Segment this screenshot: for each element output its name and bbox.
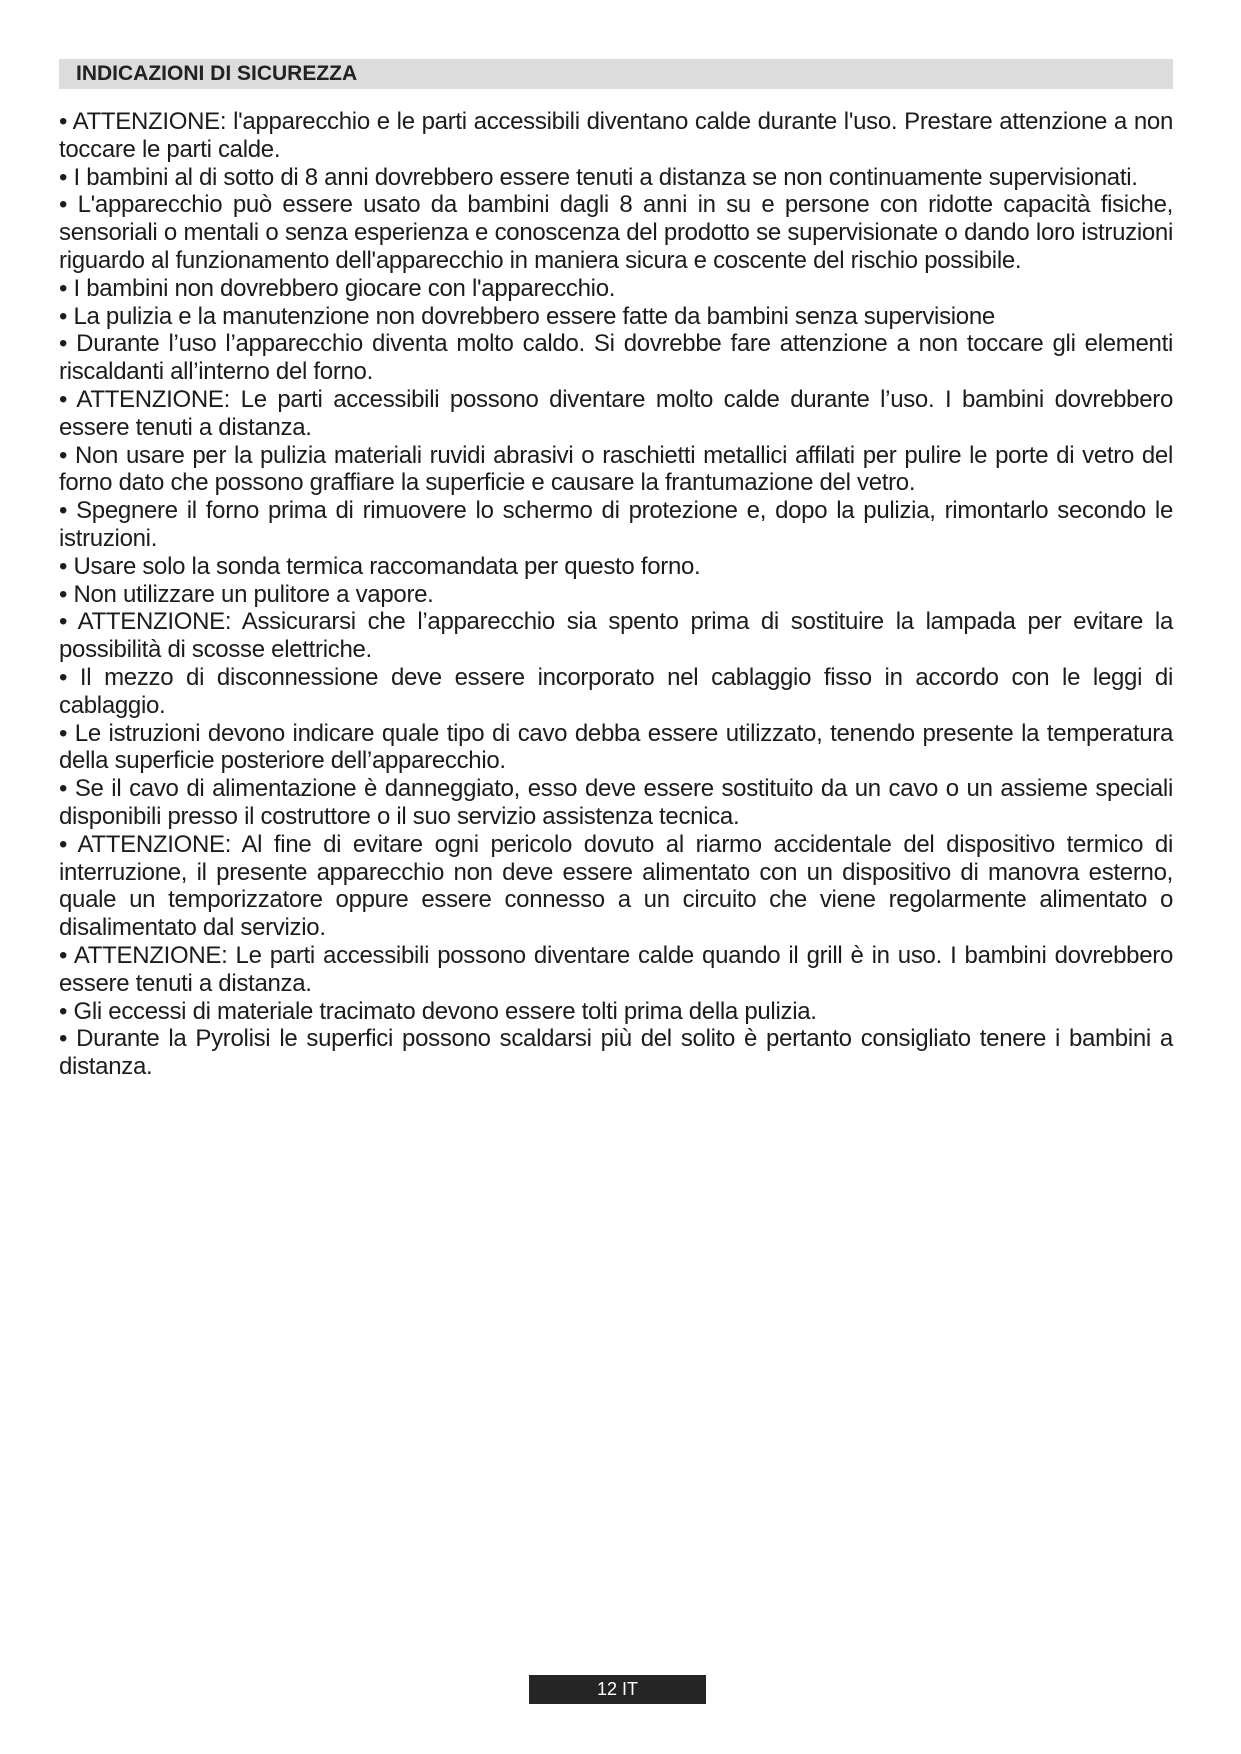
page-number: 12 IT <box>596 1679 639 1699</box>
safety-item: • Gli eccessi di materiale tracimato devono essere tolti prima della pulizia. <box>59 997 817 1025</box>
safety-item: • Il mezzo di disconnessione deve essere incorporato nel cablaggio fisso in accordo con le leggi di cablaggio. <box>59 663 1173 719</box>
safety-item: • Se il cavo di alimentazione è danneggiato, esso deve essere sostituito da un cavo o un assieme speciali disponibili presso il costruttore o il suo servizio assistenza tecnica. <box>59 775 1173 830</box>
safety-item: • ATTENZIONE: Al fine di evitare ogni pericolo dovuto al riarmo accidentale del dispositivo termico di interruzione, il presente apparecchio non deve essere alimentato con un dispositivo di manovra esterno, quale un temporizzatore oppure essere connesso a un circuito che viene regolarmente alimentato o disalimentato dal servizio. <box>59 830 1173 942</box>
safety-item: • ATTENZIONE: Le parti accessibili possono diventare calde quando il grill è in uso. I bambini dovrebbero essere tenuti a distanza. <box>59 941 1173 997</box>
section-header <box>59 59 1173 89</box>
safety-instructions-list <box>59 108 1173 1081</box>
safety-item: • Non usare per la pulizia materiali ruvidi abrasivi o raschietti metallici affilati per pulire le porte di vetro del forno dato che possono graffiare la superficie e causare la frantumazione del vetro. <box>59 441 1173 497</box>
page-number-badge <box>529 1675 706 1704</box>
safety-item: • L'apparecchio può essere usato da bambini dagli 8 anni in su e persone con ridotte capacità fisiche, sensoriali o mentali o senza esperienza e conoscenza del prodotto se supervisionate o dando loro istruzioni riguardo al funzionamento dell'apparecchio in maniera sicura e coscente del rischio possibile. <box>59 191 1173 274</box>
safety-item: • Le istruzioni devono indicare quale tipo di cavo debba essere utilizzato, tenendo presente la temperatura della superficie posteriore dell’apparecchio. <box>59 719 1173 775</box>
safety-item: • Non utilizzare un pulitore a vapore. <box>59 580 434 608</box>
safety-item: • I bambini non dovrebbero giocare con l'apparecchio. <box>59 274 616 302</box>
safety-item: • Spegnere il forno prima di rimuovere lo schermo di protezione e, dopo la pulizia, rimontarlo secondo le istruzioni. <box>59 497 1173 552</box>
section-title: INDICAZIONI DI SICUREZZA <box>76 62 358 85</box>
safety-item: • ATTENZIONE: l'apparecchio e le parti accessibili diventano calde durante l'uso. Prestare attenzione a non toccare le parti calde. <box>59 108 1173 163</box>
safety-item: • Usare solo la sonda termica raccomandata per questo forno. <box>59 552 701 580</box>
safety-item: • Durante l’uso l’apparecchio diventa molto caldo. Si dovrebbe fare attenzione a non toccare gli elementi riscaldanti all’interno del forno. <box>59 330 1173 386</box>
safety-item: • La pulizia e la manutenzione non dovrebbero essere fatte da bambini senza supervisione <box>59 302 995 330</box>
safety-item: • Durante la Pyrolisi le superfici possono scaldarsi più del solito è pertanto consigliato tenere i bambini a distanza. <box>59 1025 1173 1081</box>
safety-item: • ATTENZIONE: Assicurarsi che l’apparecchio sia spento prima di sostituire la lampada per evitare la possibilità di scosse elettriche. <box>59 608 1173 664</box>
safety-item: • I bambini al di sotto di 8 anni dovrebbero essere tenuti a distanza se non continuamente supervisionati. <box>59 163 1138 191</box>
safety-item: • ATTENZIONE: Le parti accessibili possono diventare molto calde durante l’uso. I bambini dovrebbero essere tenuti a distanza. <box>59 385 1173 441</box>
